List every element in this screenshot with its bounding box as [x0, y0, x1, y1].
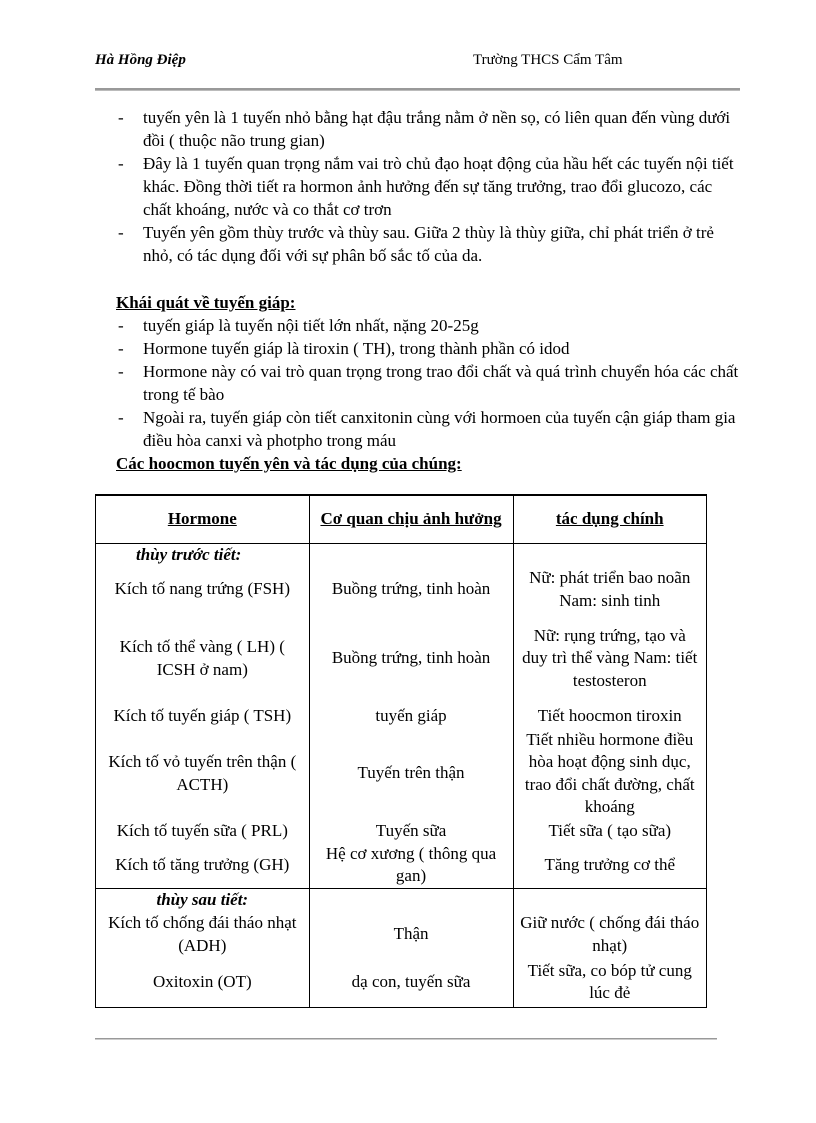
- table-row: [96, 705, 707, 728]
- table-row: [96, 958, 707, 1008]
- cell-organ: dạ con, tuyến sữa: [309, 958, 513, 1008]
- cell-hormone: Kích tố tuyến giáp ( TSH): [96, 705, 310, 728]
- author-name: Hà Hồng Điệp: [95, 52, 186, 68]
- cell-hormone: Kích tố nang trứng (FSH): [96, 567, 310, 613]
- cell-organ: tuyến giáp: [309, 705, 513, 728]
- cell-effect: Tiết hoocmon tiroxin: [513, 705, 707, 728]
- list-item: - Hormone này có vai trò quan trọng trong trao đổi chất và quá trình chuyển hóa các chất trong tế bào: [116, 360, 740, 406]
- cell-effect: Nữ: rụng trứng, tạo và duy trì thể vàng Nam: tiết testosteron: [513, 613, 707, 705]
- group-label-row: [96, 889, 707, 912]
- pituitary-bullet-list: [116, 106, 740, 267]
- cell-effect: Tiết sữa ( tạo sữa): [513, 820, 707, 843]
- anterior-lobe-label: thùy trước tiết:: [96, 544, 310, 567]
- table-row: [96, 728, 707, 820]
- group-label-row: [96, 544, 707, 567]
- cell-effect: Tăng trưởng cơ thể: [513, 843, 707, 889]
- column-header-effect: tác dụng chính: [513, 495, 707, 544]
- cell-hormone: Kích tố thể vàng ( LH) ( ICSH ở nam): [96, 613, 310, 705]
- page-header: [95, 50, 740, 80]
- list-item: - Ngoài ra, tuyến giáp còn tiết canxitonin cùng với hormoen của tuyến cận giáp tham gia điều hòa canxi và photpho trong máu: [116, 406, 740, 452]
- table-row: [96, 567, 707, 613]
- cell-effect: Tiết sữa, co bóp tử cung lúc đẻ: [513, 958, 707, 1008]
- table-row: [96, 820, 707, 843]
- column-header-organ: Cơ quan chịu ảnh hưởng: [309, 495, 513, 544]
- column-header-hormone: Hormone: [96, 495, 310, 544]
- cell-organ: Buồng trứng, tinh hoàn: [309, 567, 513, 613]
- table-header-row: [96, 495, 707, 544]
- cell-organ: Buồng trứng, tinh hoàn: [309, 613, 513, 705]
- thyroid-heading: Khái quát về tuyến giáp:: [116, 293, 296, 312]
- cell-effect: Giữ nước ( chống đái tháo nhạt): [513, 912, 707, 958]
- table-row: [96, 843, 707, 889]
- cell-organ: Hệ cơ xương ( thông qua gan): [309, 843, 513, 889]
- cell-organ: Tuyến sữa: [309, 820, 513, 843]
- footer-divider: [95, 1038, 717, 1040]
- hormone-table: [95, 494, 707, 1008]
- cell-hormone: Oxitoxin (OT): [96, 958, 310, 1008]
- hormone-table-heading: Các hoocmon tuyến yên và tác dụng của chúng:: [116, 454, 462, 473]
- posterior-lobe-label: thùy sau tiết:: [96, 889, 310, 912]
- cell-hormone: Kích tố vỏ tuyến trên thận ( ACTH): [96, 728, 310, 820]
- school-name: Trường THCS Cẩm Tâm: [473, 52, 623, 68]
- thyroid-bullet-list: [116, 314, 740, 452]
- list-item: - Tuyến yên gồm thùy trước và thùy sau. Giữa 2 thùy là thùy giữa, chỉ phát triển ở trẻ nhỏ, có tác dụng đối với sự phân bố sắc tố của da.: [116, 221, 740, 267]
- list-item: - Đây là 1 tuyến quan trọng nắm vai trò chủ đạo hoạt động của hầu hết các tuyến nội tiết khác. Đồng thời tiết ra hormon ảnh hưởng đến sự tăng trưởng, trao đổi glucozo, các chất khoáng, nước và co thắt cơ trơn: [116, 152, 740, 221]
- list-item: - tuyến giáp là tuyến nội tiết lớn nhất, nặng 20-25g: [116, 314, 740, 337]
- table-row: [96, 912, 707, 958]
- cell-effect: Tiết nhiều hormone điều hòa hoạt động sinh dục, trao đổi chất đường, chất khoáng: [513, 728, 707, 820]
- cell-hormone: Kích tố tăng trưởng (GH): [96, 843, 310, 889]
- cell-organ: Thận: [309, 912, 513, 958]
- list-item: - tuyến yên là 1 tuyến nhỏ bằng hạt đậu trắng nằm ở nền sọ, có liên quan đến vùng dưới đồi ( thuộc não trung gian): [116, 106, 740, 152]
- cell-effect: Nữ: phát triển bao noãn Nam: sinh tinh: [513, 567, 707, 613]
- document-body: [116, 106, 740, 475]
- list-item: - Hormone tuyến giáp là tiroxin ( TH), trong thành phần có idod: [116, 337, 740, 360]
- header-divider: [95, 88, 740, 91]
- cell-hormone: Kích tố tuyến sữa ( PRL): [96, 820, 310, 843]
- table-row: [96, 613, 707, 705]
- cell-organ: Tuyến trên thận: [309, 728, 513, 820]
- cell-hormone: Kích tố chống đái tháo nhạt (ADH): [96, 912, 310, 958]
